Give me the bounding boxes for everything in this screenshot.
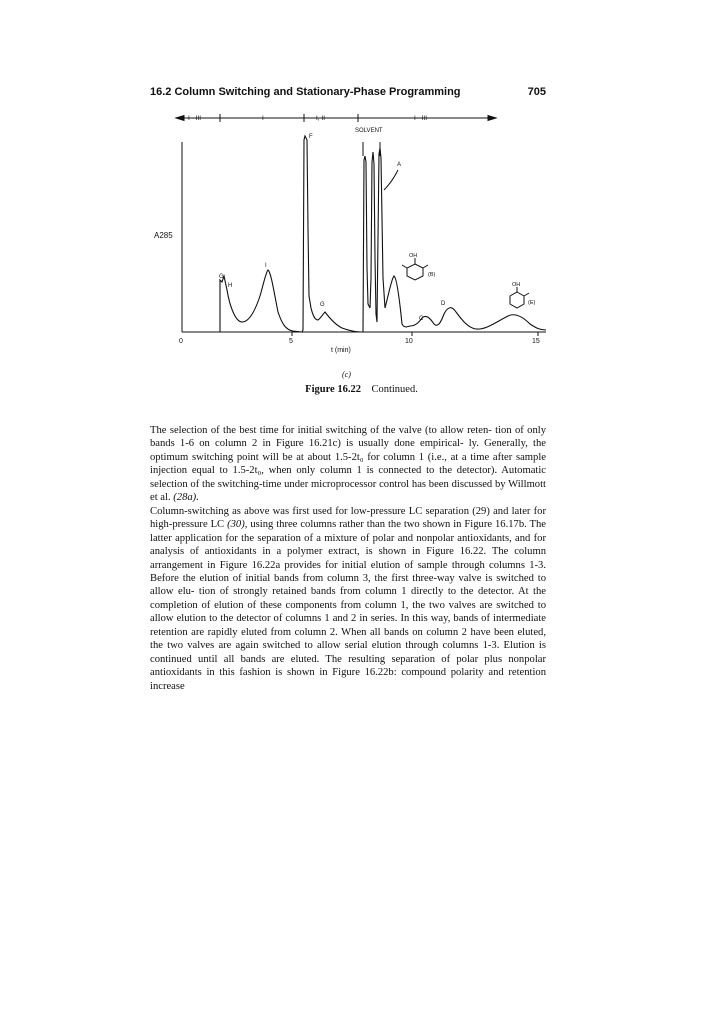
chromatogram-trace xyxy=(220,136,546,332)
running-header xyxy=(150,86,546,102)
chromatogram-figure xyxy=(150,108,550,380)
paragraph-2-text: Column-switching as above was first used for low-pressure LC separation (29) and later for high-pressure LC xyxy=(150,505,546,531)
peak-label-i: I xyxy=(265,263,267,269)
body-text xyxy=(150,424,546,693)
structure-b-tag: (B) xyxy=(428,272,436,278)
paragraph-1 xyxy=(150,424,546,505)
peak-label-g2: G xyxy=(320,302,325,308)
figure-caption xyxy=(0,384,723,395)
peak-label-f: F xyxy=(309,134,313,140)
structure-e-sub xyxy=(524,293,529,296)
caption-text: Continued. xyxy=(371,384,418,395)
x-tick-label-15: 15 xyxy=(532,338,540,345)
structure-e-oh: OH xyxy=(512,282,521,288)
section-title: 16.2 Column Switching and Stationary-Phase Programming xyxy=(150,86,461,98)
segment-arrow-right-head xyxy=(488,116,496,121)
structure-e-tag: (E) xyxy=(528,300,536,306)
paragraph-2-rest: using three columns rather than the two shown in Figure 16.17b. The latter application for the separation of a mixture of polar and nonpolar antioxidants, and for analysis of antioxidants in a polymer extract, is shown in Figure 16.22. The column arrangement in Figure 16.22a provides for initial elution of sample through columns 1-3. Before the elution of initial bands from column 3, the first three-way valve is switched to allow elu- tion of strongly retained bands from column 1 directly to the detector. At the completion of elution of these components from column 1, the two valves are switched to allow elution to the detector of columns 1 and 2 in series. In this way, bands of intermediate retention are rapidly eluted from column 2. When all bands on column 2 have been eluted, the two valves are again switched to allow serial elution through columns 1-3. Elution is continued until all bands are eluted. The resulting separation of polar plus nonpolar antioxidants in this fashion is shown in Figure 16.22b: compound polarity and retention increase xyxy=(150,519,546,692)
x-tick-label-5: 5 xyxy=(289,338,293,345)
y-axis-label: A285 xyxy=(154,231,173,240)
x-axis-label: t (min) xyxy=(331,347,351,354)
caption-label: Figure 16.22 xyxy=(305,384,361,395)
solvent-label: SOLVENT xyxy=(355,128,383,134)
structure-b-sub-right xyxy=(423,265,428,268)
page-number: 705 xyxy=(527,86,546,98)
structure-b-sub-left xyxy=(402,265,407,268)
peak-label-d: D xyxy=(441,301,446,307)
peak-label-g1: G xyxy=(219,274,224,280)
peak-label-h: H xyxy=(228,283,233,289)
segment-label-4: I - III xyxy=(414,115,427,122)
x-tick-label-0: 0 xyxy=(179,338,183,345)
structure-b-oh: OH xyxy=(409,253,418,259)
segment-label-2: I xyxy=(262,115,264,122)
peak-a-pointer xyxy=(384,170,398,190)
segment-label-3: I, II xyxy=(316,115,326,122)
paragraph-1-text: The selection of the best time for initial switching of the valve (to allow reten- tion of only bands 1-6 on column 2 in Figure 16.21c) is usually done empirical- ly. Generally, the optimum switching point will be at about 1.5-2t₀ for column 1 (i.e., at a time after sample injection equal to 1.5-2t₀, when only column 1 is connected to the detector). Automatic selection of the switching-time under microprocessor control has been discussed by Willmott et al. xyxy=(150,425,546,504)
peak-label-a: A xyxy=(397,162,402,168)
structure-b-ring xyxy=(407,264,423,280)
paragraph-1-ref: (28a). xyxy=(173,492,199,504)
paragraph-2 xyxy=(150,505,546,693)
segment-label-1: I - III xyxy=(188,115,201,122)
panel-label: (c) xyxy=(342,370,351,379)
structure-e-ring xyxy=(510,292,524,308)
segment-arrow-left-head xyxy=(176,116,184,121)
x-tick-label-10: 10 xyxy=(405,338,413,345)
peak-label-c: C xyxy=(419,316,424,322)
paragraph-2-ref: (30), xyxy=(227,519,248,531)
